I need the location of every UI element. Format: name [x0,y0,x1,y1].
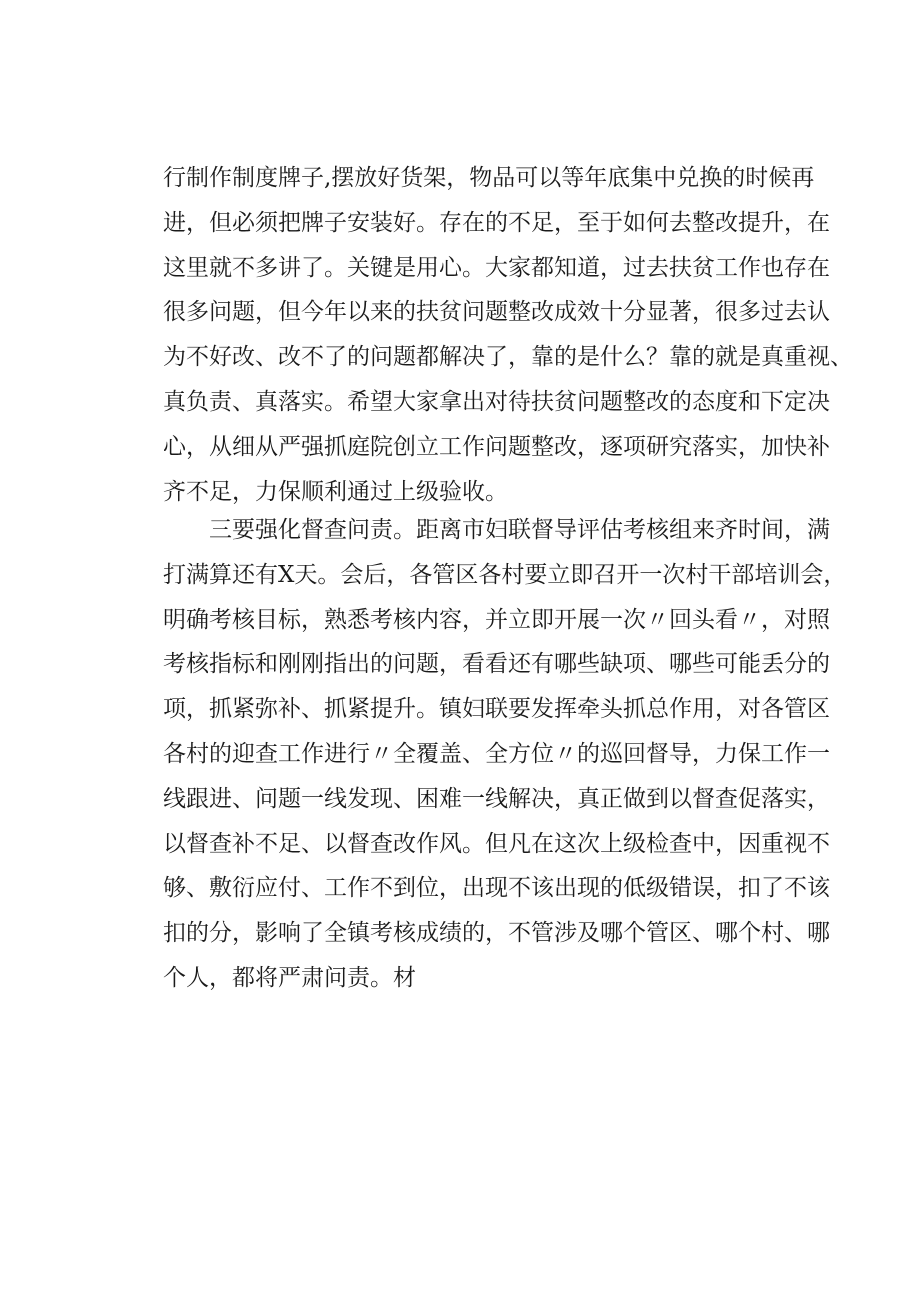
text-line: 真负责、真落实。希望大家拿出对待扶贫问题整改的态度和下定决 [163,388,830,415]
text-line: 扣的分，影响了全镇考核成绩的，不管涉及哪个管区、哪个村、哪 [163,920,830,947]
text-line: 心，从细从严强抓庭院创立工作问题整改，逐项研究落实，加快补 [163,433,830,460]
text-line: 很多问题，但今年以来的扶贫问题整改成效十分显著，很多过去认 [163,299,830,326]
paragraph-2 [163,508,847,1001]
text-line: 打满算还有X天。会后，各管区各村要立即召开一次村干部培训会， [163,561,847,588]
text-line: 项，抓紧弥补、抓紧提升。镇妇联要发挥牵头抓总作用，对各管区 [163,696,830,723]
text-line: 考核指标和刚刚指出的问题，看看还有哪些缺项、哪些可能丢分的 [163,651,830,678]
text-line: 明确考核目标，熟悉考核内容，并立即开展一次〃回头看〃，对照 [163,606,830,633]
text-line: 行制作制度牌子,摆放好货架，物品可以等年底集中兑换的时候再 [163,165,815,191]
text-line: 各村的迎查工作进行〃全覆盖、全方位〃的巡回督导，力保工作一 [163,740,830,767]
text-line: 这里就不多讲了。关键是用心。大家都知道，过去扶贫工作也存在 [163,254,830,281]
paragraph-1 [163,156,853,514]
text-line: 三要强化督查问责。距离市妇联督导评估考核组来齐时间，满 [209,517,830,543]
text-line: 为不好改、改不了的问题都解决了，靠的是什么？靠的就是真重视、 [163,344,853,371]
text-line: 个人，都将严肃问责。材 [163,964,416,991]
text-line: 线跟进、问题一线发现、困难一线解决，真正做到以督查促落实， [163,785,830,812]
text-line: 齐不足，力保顺利通过上级验收。 [163,478,508,505]
text-line: 以督查补不足、以督查改作风。但凡在这次上级检查中，因重视不 [163,830,830,857]
text-line: 够、敷衍应付、工作不到位，出现不该出现的低级错误，扣了不该 [163,875,830,902]
text-line: 进，但必须把牌子安装好。存在的不足，至于如何去整改提升，在 [163,209,830,236]
